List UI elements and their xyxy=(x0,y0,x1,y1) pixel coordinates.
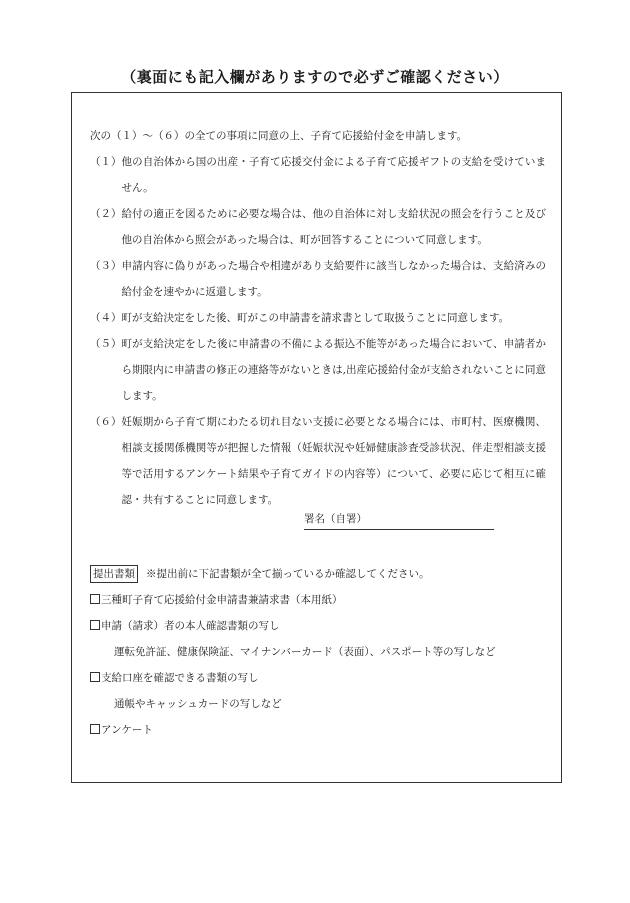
consent-item-6 xyxy=(90,409,546,513)
consent-section xyxy=(90,123,546,513)
document-checkbox[interactable] xyxy=(90,724,100,734)
page-heading: （裏面にも記入欄がありますので必ずご確認ください） xyxy=(121,68,509,86)
document-item-application xyxy=(90,587,546,613)
document-note: 運転免許証、健康保険証、マイナンバーカード（表面）、パスポート等の写しなど xyxy=(114,646,496,658)
consent-item-4 xyxy=(90,305,546,331)
document-item-bank-account xyxy=(90,665,546,691)
document-note: 通帳やキャッシュカードの写しなど xyxy=(114,698,282,710)
document-item-questionnaire xyxy=(90,717,546,743)
consent-item-number: （６） xyxy=(90,416,122,428)
signature-label: 署名（自署） xyxy=(304,513,367,525)
required-documents-section xyxy=(90,561,546,743)
consent-item-text: 町が支給決定をした後に申請書の不備による振込不能等があった場合において、申請者から期限内に申請書の修正の連絡等がないときは,出産応援給付金が支給されないことに同意します。 xyxy=(121,338,546,402)
consent-item-text: 給付の適正を図るために必要な場合は、他の自治体に対し支給状況の照会を行うこと及び他の自治体から照会があった場合は、町が回答することについて同意します。 xyxy=(121,208,546,246)
consent-item-1 xyxy=(90,149,546,201)
consent-item-text: 申請内容に偽りがあった場合や相違があり支給要件に該当しなかった場合は、支給済みの給付金を速やかに返還します。 xyxy=(121,260,546,298)
document-label: 三種町子育て応援給付金申請書兼請求書（本用紙） xyxy=(101,594,343,606)
consent-form-frame xyxy=(71,92,562,783)
required-documents-header xyxy=(90,561,546,587)
required-documents-label: 提出書類 xyxy=(90,565,138,583)
document-checkbox[interactable] xyxy=(90,620,100,630)
document-checkbox[interactable] xyxy=(90,594,100,604)
consent-item-text: 妊娠期から子育て期にわたる切れ目ない支援に必要となる場合には、市町村、医療機関、相談支援関係機関等が把握した情報（妊娠状況や妊婦健康診査受診状況、伴走型相談支援等で活用するアンケート結果や子育てガイドの内容等）について、必要に応じて相互に確認・共有することに同意します。 xyxy=(121,416,546,506)
required-documents-note: ※提出前に下記書類が全て揃っているか確認してください。 xyxy=(146,568,430,580)
document-item-identification xyxy=(90,613,546,639)
consent-item-number: （２） xyxy=(90,208,122,220)
document-label: 支給口座を確認できる書類の写し xyxy=(101,672,259,684)
consent-item-text: 町が支給決定をした後、町がこの申請書を請求書として取扱うことに同意します。 xyxy=(121,312,510,324)
consent-item-3 xyxy=(90,253,546,305)
document-checkbox[interactable] xyxy=(90,672,100,682)
consent-item-number: （４） xyxy=(90,312,122,324)
document-label: アンケート xyxy=(101,724,153,736)
document-label: 申請（請求）者の本人確認書類の写し xyxy=(101,620,280,632)
consent-item-number: （１） xyxy=(90,156,122,168)
consent-item-5 xyxy=(90,331,546,409)
consent-item-text: 他の自治体から国の出産・子育て応援交付金による子育て応援ギフトの支給を受けていません。 xyxy=(121,156,546,194)
consent-item-number: （３） xyxy=(90,260,122,272)
consent-item-number: （５） xyxy=(90,338,122,350)
consent-intro: 次の（１）～（６）の全ての事項に同意の上、子育て応援給付金を申請します。 xyxy=(90,130,468,142)
signature-field[interactable] xyxy=(304,509,494,530)
consent-item-2 xyxy=(90,201,546,253)
